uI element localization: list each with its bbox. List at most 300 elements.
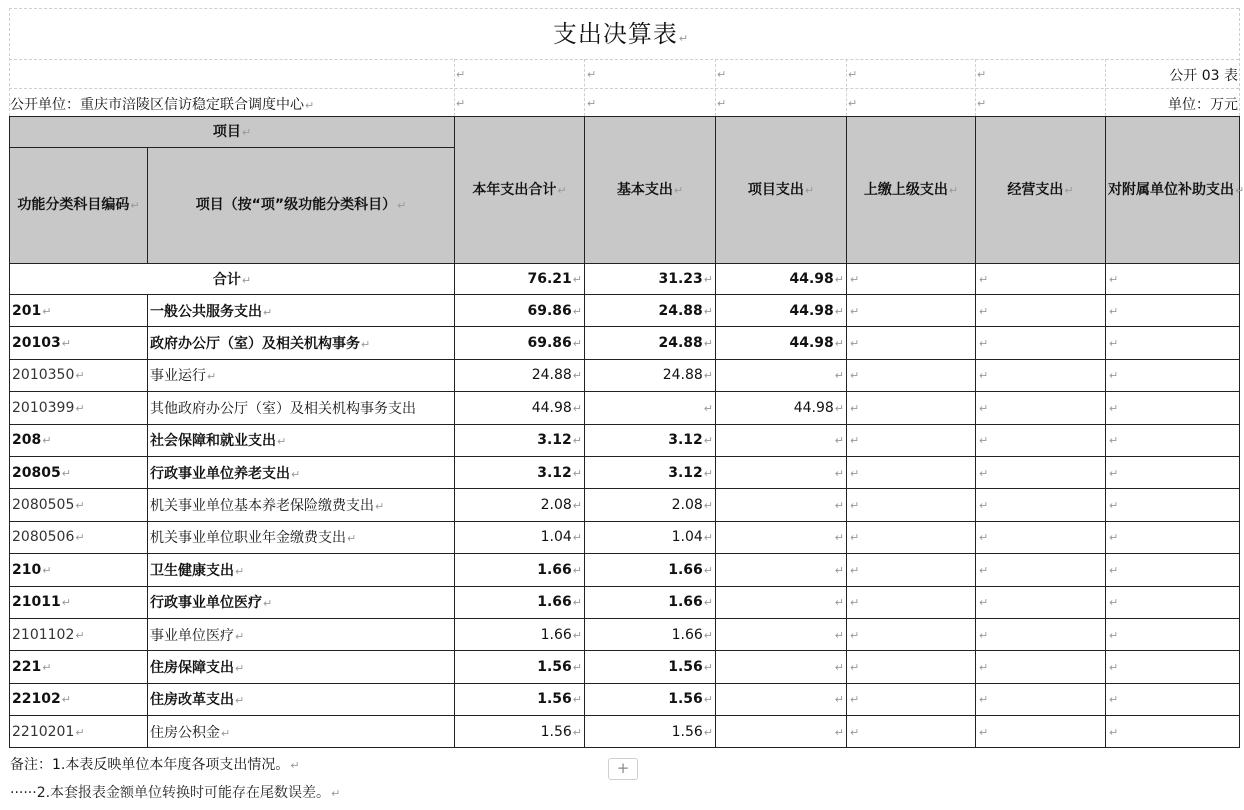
row-business xyxy=(976,716,1106,748)
paragraph-mark-icon: ↵ xyxy=(1064,183,1074,197)
table-row xyxy=(10,424,1240,456)
paragraph-mark-icon: ↵ xyxy=(979,725,989,739)
paragraph-mark-icon: ↵ xyxy=(850,725,860,739)
row-total: 1.66↵ xyxy=(455,586,585,618)
paragraph-mark-icon: ↵ xyxy=(375,500,385,514)
row-name: 事业单位医疗↵ xyxy=(148,618,455,650)
row-basic: 24.88↵ xyxy=(585,295,716,327)
paragraph-mark-icon: ↵ xyxy=(572,369,582,383)
paragraph-mark-icon: ↵ xyxy=(572,466,582,480)
paragraph-mark-icon: ↵ xyxy=(850,531,860,545)
row-project xyxy=(716,683,847,715)
paragraph-mark-icon: ↵ xyxy=(572,725,582,739)
paragraph-mark-icon: ↵ xyxy=(850,628,860,642)
paragraph-mark-icon: ↵ xyxy=(979,596,989,610)
paragraph-mark-icon: ↵ xyxy=(1109,693,1119,707)
paragraph-mark-icon: ↵ xyxy=(1109,434,1119,448)
paragraph-mark-icon: ↵ xyxy=(1109,596,1119,610)
table-row xyxy=(10,327,1240,359)
row-project xyxy=(716,521,847,553)
row-project: 44.98↵ xyxy=(716,295,847,327)
paragraph-mark-icon: ↵ xyxy=(850,401,860,415)
document-title: 支出决算表↵ xyxy=(552,20,690,48)
paragraph-mark-icon: ↵ xyxy=(207,370,217,384)
paragraph-mark-icon: ↵ xyxy=(263,305,273,319)
paragraph-mark-icon: ↵ xyxy=(572,499,582,513)
row-basic: 1.66↵ xyxy=(585,586,716,618)
grid-guide xyxy=(9,88,1239,89)
row-project xyxy=(716,456,847,488)
paragraph-mark-icon: ↵ xyxy=(834,337,844,351)
row-code: 2010399↵ xyxy=(10,392,148,424)
paragraph-mark-icon: ↵ xyxy=(834,401,844,415)
row-basic xyxy=(585,392,716,424)
paragraph-mark-icon: ↵ xyxy=(834,660,844,674)
paragraph-mark-icon: ↵ xyxy=(572,273,582,286)
table-row xyxy=(10,489,1240,521)
paragraph-mark-icon: ↵ xyxy=(850,434,860,448)
row-name: 机关事业单位基本养老保险缴费支出↵ xyxy=(148,489,455,521)
row-name: 住房改革支出↵ xyxy=(148,683,455,715)
row-basic: 3.12↵ xyxy=(585,424,716,456)
table-row xyxy=(10,716,1240,748)
row-project xyxy=(716,554,847,586)
paragraph-mark-icon: ↵ xyxy=(850,337,860,351)
summary-label: 合计↵ xyxy=(10,264,455,295)
paragraph-mark-icon: ↵ xyxy=(848,97,858,110)
row-code: 2210201↵ xyxy=(10,716,148,748)
paragraph-mark-icon: ↵ xyxy=(1109,725,1119,739)
paragraph-mark-icon: ↵ xyxy=(1109,401,1119,415)
paragraph-mark-icon: ↵ xyxy=(703,369,713,383)
paragraph-mark-icon: ↵ xyxy=(557,183,567,197)
header-code: 功能分类科目编码↵ xyxy=(10,148,148,264)
table-row xyxy=(10,295,1240,327)
row-business xyxy=(976,359,1106,391)
header-project: 项目↵ xyxy=(10,117,455,148)
paragraph-mark-icon: ↵ xyxy=(361,338,371,352)
row-basic: 1.04↵ xyxy=(585,521,716,553)
grid-guide xyxy=(846,59,847,116)
paragraph-mark-icon: ↵ xyxy=(572,628,582,642)
row-project xyxy=(716,586,847,618)
row-business xyxy=(976,683,1106,715)
note-line-2: ······2.本套报表金额单位转换时可能存在尾数误差。↵ xyxy=(10,785,341,801)
row-business xyxy=(976,651,1106,683)
row-total: 69.86↵ xyxy=(455,327,585,359)
paragraph-mark-icon: ↵ xyxy=(572,563,582,577)
row-subsidy xyxy=(1106,683,1240,715)
summary-subsidy xyxy=(1106,264,1240,295)
row-upper xyxy=(847,359,976,391)
table-row xyxy=(10,521,1240,553)
row-basic: 1.56↵ xyxy=(585,651,716,683)
row-upper xyxy=(847,456,976,488)
paragraph-mark-icon: ↵ xyxy=(1109,304,1119,318)
paragraph-mark-icon: ↵ xyxy=(1235,183,1244,197)
table-row xyxy=(10,651,1240,683)
row-basic: 1.66↵ xyxy=(585,618,716,650)
summary-basic: 31.23↵ xyxy=(585,264,716,295)
row-project xyxy=(716,716,847,748)
paragraph-mark-icon: ↵ xyxy=(979,273,989,286)
summary-project: 44.98↵ xyxy=(716,264,847,295)
row-subsidy xyxy=(1106,651,1240,683)
table-row xyxy=(10,554,1240,586)
paragraph-mark-icon: ↵ xyxy=(456,68,466,81)
paragraph-mark-icon: ↵ xyxy=(221,726,231,740)
paragraph-mark-icon: ↵ xyxy=(850,369,860,383)
paragraph-mark-icon: ↵ xyxy=(703,401,713,415)
paragraph-mark-icon: ↵ xyxy=(305,99,315,112)
row-basic: 3.12↵ xyxy=(585,456,716,488)
paragraph-mark-icon: ↵ xyxy=(61,596,71,610)
paragraph-mark-icon: ↵ xyxy=(977,97,987,110)
header-business: 经营支出↵ xyxy=(976,117,1106,264)
row-total: 3.12↵ xyxy=(455,456,585,488)
paragraph-mark-icon: ↵ xyxy=(834,466,844,480)
row-subsidy xyxy=(1106,489,1240,521)
paragraph-mark-icon: ↵ xyxy=(979,304,989,318)
paragraph-mark-icon: ↵ xyxy=(397,199,407,212)
row-project xyxy=(716,651,847,683)
paragraph-mark-icon: ↵ xyxy=(977,68,987,81)
grid-guide xyxy=(9,8,1239,9)
row-name: 行政事业单位医疗↵ xyxy=(148,586,455,618)
row-project: 44.98↵ xyxy=(716,392,847,424)
paragraph-mark-icon: ↵ xyxy=(979,628,989,642)
paragraph-mark-icon: ↵ xyxy=(804,183,815,197)
paragraph-mark-icon: ↵ xyxy=(834,693,844,707)
paragraph-mark-icon: ↵ xyxy=(235,629,245,643)
row-total: 3.12↵ xyxy=(455,424,585,456)
row-subsidy xyxy=(1106,586,1240,618)
paragraph-mark-icon: ↵ xyxy=(703,273,713,286)
row-code: 2101102↵ xyxy=(10,618,148,650)
row-project xyxy=(716,489,847,521)
paragraph-mark-icon: ↵ xyxy=(703,499,713,513)
row-code: 221↵ xyxy=(10,651,148,683)
paragraph-mark-icon: ↵ xyxy=(42,434,52,448)
paragraph-mark-icon: ↵ xyxy=(979,466,989,480)
paragraph-mark-icon: ↵ xyxy=(703,596,713,610)
row-subsidy xyxy=(1106,521,1240,553)
grid-guide xyxy=(9,59,1239,60)
header-subsidy: 对附属单位补助支出↵ xyxy=(1106,117,1240,264)
row-upper xyxy=(847,618,976,650)
paragraph-mark-icon: ↵ xyxy=(61,693,71,707)
paragraph-mark-icon: ↵ xyxy=(75,369,85,383)
row-upper xyxy=(847,424,976,456)
row-total: 1.66↵ xyxy=(455,618,585,650)
paragraph-mark-icon: ↵ xyxy=(235,694,245,708)
paragraph-mark-icon: ↵ xyxy=(572,693,582,707)
row-business xyxy=(976,424,1106,456)
row-subsidy xyxy=(1106,456,1240,488)
row-upper xyxy=(847,295,976,327)
paragraph-mark-icon: ↵ xyxy=(703,563,713,577)
paragraph-mark-icon: ↵ xyxy=(703,434,713,448)
row-project: 44.98↵ xyxy=(716,327,847,359)
paragraph-mark-icon: ↵ xyxy=(587,97,597,110)
paragraph-mark-icon: ↵ xyxy=(834,304,844,318)
paragraph-mark-icon: ↵ xyxy=(1109,369,1119,383)
row-total: 69.86↵ xyxy=(455,295,585,327)
row-business xyxy=(976,392,1106,424)
paragraph-mark-icon: ↵ xyxy=(850,499,860,513)
header-basic: 基本支出↵ xyxy=(585,117,716,264)
row-business xyxy=(976,489,1106,521)
row-code: 22102↵ xyxy=(10,683,148,715)
row-basic: 2.08↵ xyxy=(585,489,716,521)
paragraph-mark-icon: ↵ xyxy=(572,660,582,674)
paragraph-mark-icon: ↵ xyxy=(673,183,684,197)
paragraph-mark-icon: ↵ xyxy=(1109,531,1119,545)
paragraph-mark-icon: ↵ xyxy=(703,693,713,707)
row-upper xyxy=(847,651,976,683)
header-row xyxy=(10,117,1240,148)
paragraph-mark-icon: ↵ xyxy=(290,759,300,772)
paragraph-mark-icon: ↵ xyxy=(979,531,989,545)
paragraph-mark-icon: ↵ xyxy=(1109,273,1119,286)
paragraph-mark-icon: ↵ xyxy=(850,563,860,577)
row-code: 2080505↵ xyxy=(10,489,148,521)
row-subsidy xyxy=(1106,392,1240,424)
paragraph-mark-icon: ↵ xyxy=(834,434,844,448)
paragraph-mark-icon: ↵ xyxy=(235,564,245,578)
paragraph-mark-icon: ↵ xyxy=(1109,499,1119,513)
row-project xyxy=(716,424,847,456)
paragraph-mark-icon: ↵ xyxy=(1109,628,1119,642)
paragraph-mark-icon: ↵ xyxy=(850,273,860,286)
row-upper xyxy=(847,716,976,748)
paragraph-mark-icon: ↵ xyxy=(979,434,989,448)
paragraph-mark-icon: ↵ xyxy=(948,183,959,197)
header-upper: 上缴上级支出↵ xyxy=(847,117,976,264)
paragraph-mark-icon: ↵ xyxy=(834,499,844,513)
paragraph-mark-icon: ↵ xyxy=(587,68,597,81)
publishing-unit: 公开单位：重庆市涪陵区信访稳定联合调度中心↵ xyxy=(10,97,315,113)
paragraph-mark-icon: ↵ xyxy=(1109,337,1119,351)
paragraph-mark-icon: ↵ xyxy=(703,725,713,739)
paragraph-mark-icon: ↵ xyxy=(979,401,989,415)
paragraph-mark-icon: ↵ xyxy=(42,660,52,674)
row-total: 1.66↵ xyxy=(455,554,585,586)
paragraph-mark-icon: ↵ xyxy=(130,199,140,212)
row-upper xyxy=(847,683,976,715)
table-row xyxy=(10,359,1240,391)
row-code: 210↵ xyxy=(10,554,148,586)
row-name: 一般公共服务支出↵ xyxy=(148,295,455,327)
paragraph-mark-icon: ↵ xyxy=(572,337,582,351)
row-name: 住房公积金↵ xyxy=(148,716,455,748)
row-business xyxy=(976,456,1106,488)
row-upper xyxy=(847,327,976,359)
paragraph-mark-icon: ↵ xyxy=(75,725,85,739)
table-number: 公开 03 表 xyxy=(1169,68,1238,84)
plus-icon: + xyxy=(616,759,630,777)
row-code: 20805↵ xyxy=(10,456,148,488)
paragraph-mark-icon: ↵ xyxy=(703,337,713,351)
row-code: 201↵ xyxy=(10,295,148,327)
note-line-1: 备注：1.本表反映单位本年度各项支出情况。↵ xyxy=(10,757,300,773)
paragraph-mark-icon: ↵ xyxy=(1109,563,1119,577)
add-row-button[interactable] xyxy=(608,758,638,780)
table-row xyxy=(10,586,1240,618)
row-total: 1.56↵ xyxy=(455,683,585,715)
paragraph-mark-icon: ↵ xyxy=(979,563,989,577)
row-name: 行政事业单位养老支出↵ xyxy=(148,456,455,488)
paragraph-mark-icon: ↵ xyxy=(263,597,273,611)
row-basic: 1.66↵ xyxy=(585,554,716,586)
header-project-expense: 项目支出↵ xyxy=(716,117,847,264)
row-total: 24.88↵ xyxy=(455,359,585,391)
paragraph-mark-icon: ↵ xyxy=(979,337,989,351)
paragraph-mark-icon: ↵ xyxy=(703,304,713,318)
grid-guide xyxy=(584,59,585,116)
paragraph-mark-icon: ↵ xyxy=(572,304,582,318)
paragraph-mark-icon: ↵ xyxy=(834,725,844,739)
paragraph-mark-icon: ↵ xyxy=(75,531,85,545)
paragraph-mark-icon: ↵ xyxy=(572,434,582,448)
row-upper xyxy=(847,489,976,521)
grid-guide xyxy=(975,59,976,116)
row-upper xyxy=(847,586,976,618)
paragraph-mark-icon: ↵ xyxy=(834,563,844,577)
table-row xyxy=(10,683,1240,715)
row-total: 1.04↵ xyxy=(455,521,585,553)
row-subsidy xyxy=(1106,295,1240,327)
paragraph-mark-icon: ↵ xyxy=(235,661,245,675)
paragraph-mark-icon: ↵ xyxy=(456,97,466,110)
row-basic: 24.88↵ xyxy=(585,359,716,391)
paragraph-mark-icon: ↵ xyxy=(241,274,252,287)
paragraph-mark-icon: ↵ xyxy=(42,563,52,577)
row-total: 2.08↵ xyxy=(455,489,585,521)
row-name: 卫生健康支出↵ xyxy=(148,554,455,586)
paragraph-mark-icon: ↵ xyxy=(1109,660,1119,674)
row-name: 社会保障和就业支出↵ xyxy=(148,424,455,456)
row-basic: 24.88↵ xyxy=(585,327,716,359)
row-upper xyxy=(847,554,976,586)
row-total: 1.56↵ xyxy=(455,651,585,683)
row-name: 住房保障支出↵ xyxy=(148,651,455,683)
row-code: 2080506↵ xyxy=(10,521,148,553)
row-total: 44.98↵ xyxy=(455,392,585,424)
row-total: 1.56↵ xyxy=(455,716,585,748)
row-project xyxy=(716,359,847,391)
table-row xyxy=(10,456,1240,488)
row-business xyxy=(976,618,1106,650)
row-basic: 1.56↵ xyxy=(585,716,716,748)
paragraph-mark-icon: ↵ xyxy=(61,466,71,480)
paragraph-mark-icon: ↵ xyxy=(703,531,713,545)
summary-row xyxy=(10,264,1240,295)
paragraph-mark-icon: ↵ xyxy=(75,401,85,415)
row-name: 其他政府办公厅（室）及相关机构事务支出 xyxy=(148,392,455,424)
paragraph-mark-icon: ↵ xyxy=(277,435,287,449)
paragraph-mark-icon: ↵ xyxy=(703,628,713,642)
paragraph-mark-icon: ↵ xyxy=(850,693,860,707)
row-upper xyxy=(847,392,976,424)
row-subsidy xyxy=(1106,716,1240,748)
paragraph-mark-icon: ↵ xyxy=(572,401,582,415)
grid-guide xyxy=(454,59,455,116)
row-business xyxy=(976,586,1106,618)
summary-total: 76.21↵ xyxy=(455,264,585,295)
paragraph-mark-icon: ↵ xyxy=(979,369,989,383)
paragraph-mark-icon: ↵ xyxy=(850,304,860,318)
paragraph-mark-icon: ↵ xyxy=(331,787,341,800)
currency-unit: 单位：万元 xyxy=(1168,97,1238,113)
paragraph-mark-icon: ↵ xyxy=(979,693,989,707)
row-business xyxy=(976,554,1106,586)
paragraph-mark-icon: ↵ xyxy=(850,596,860,610)
paragraph-mark-icon: ↵ xyxy=(834,369,844,383)
row-name: 机关事业单位职业年金缴费支出↵ xyxy=(148,521,455,553)
paragraph-mark-icon: ↵ xyxy=(703,660,713,674)
paragraph-mark-icon: ↵ xyxy=(834,531,844,545)
paragraph-mark-icon: ↵ xyxy=(1109,466,1119,480)
paragraph-mark-icon: ↵ xyxy=(75,628,85,642)
row-code: 208↵ xyxy=(10,424,148,456)
row-basic: 1.56↵ xyxy=(585,683,716,715)
summary-upper xyxy=(847,264,976,295)
table-row xyxy=(10,392,1240,424)
summary-business xyxy=(976,264,1106,295)
row-business xyxy=(976,295,1106,327)
row-business xyxy=(976,327,1106,359)
paragraph-mark-icon: ↵ xyxy=(572,531,582,545)
table-row xyxy=(10,618,1240,650)
paragraph-mark-icon: ↵ xyxy=(850,660,860,674)
paragraph-mark-icon: ↵ xyxy=(979,499,989,513)
row-subsidy xyxy=(1106,618,1240,650)
paragraph-mark-icon: ↵ xyxy=(75,499,85,513)
row-code: 2010350↵ xyxy=(10,359,148,391)
paragraph-mark-icon: ↵ xyxy=(848,68,858,81)
paragraph-mark-icon: ↵ xyxy=(850,466,860,480)
paragraph-mark-icon: ↵ xyxy=(717,68,727,81)
paragraph-mark-icon: ↵ xyxy=(572,596,582,610)
row-project xyxy=(716,618,847,650)
row-subsidy xyxy=(1106,359,1240,391)
paragraph-mark-icon: ↵ xyxy=(291,467,301,481)
header-total: 本年支出合计↵ xyxy=(455,117,585,264)
paragraph-mark-icon: ↵ xyxy=(979,660,989,674)
row-code: 21011↵ xyxy=(10,586,148,618)
paragraph-mark-icon: ↵ xyxy=(703,466,713,480)
row-name: 事业运行↵ xyxy=(148,359,455,391)
paragraph-mark-icon: ↵ xyxy=(834,628,844,642)
paragraph-mark-icon: ↵ xyxy=(61,337,71,351)
paragraph-mark-icon: ↵ xyxy=(42,304,52,318)
row-name: 政府办公厅（室）及相关机构事务↵ xyxy=(148,327,455,359)
paragraph-mark-icon: ↵ xyxy=(347,532,357,546)
grid-guide xyxy=(715,59,716,116)
header-name: 项目（按“项”级功能分类科目）↵ xyxy=(148,148,455,264)
row-upper xyxy=(847,521,976,553)
grid-guide xyxy=(1105,59,1106,116)
paragraph-mark-icon: ↵ xyxy=(834,596,844,610)
paragraph-mark-icon: ↵ xyxy=(241,125,252,139)
row-subsidy xyxy=(1106,327,1240,359)
row-code: 20103↵ xyxy=(10,327,148,359)
paragraph-mark-icon: ↵ xyxy=(834,273,844,286)
paragraph-mark-icon: ↵ xyxy=(678,32,690,45)
row-subsidy xyxy=(1106,424,1240,456)
row-business xyxy=(976,521,1106,553)
